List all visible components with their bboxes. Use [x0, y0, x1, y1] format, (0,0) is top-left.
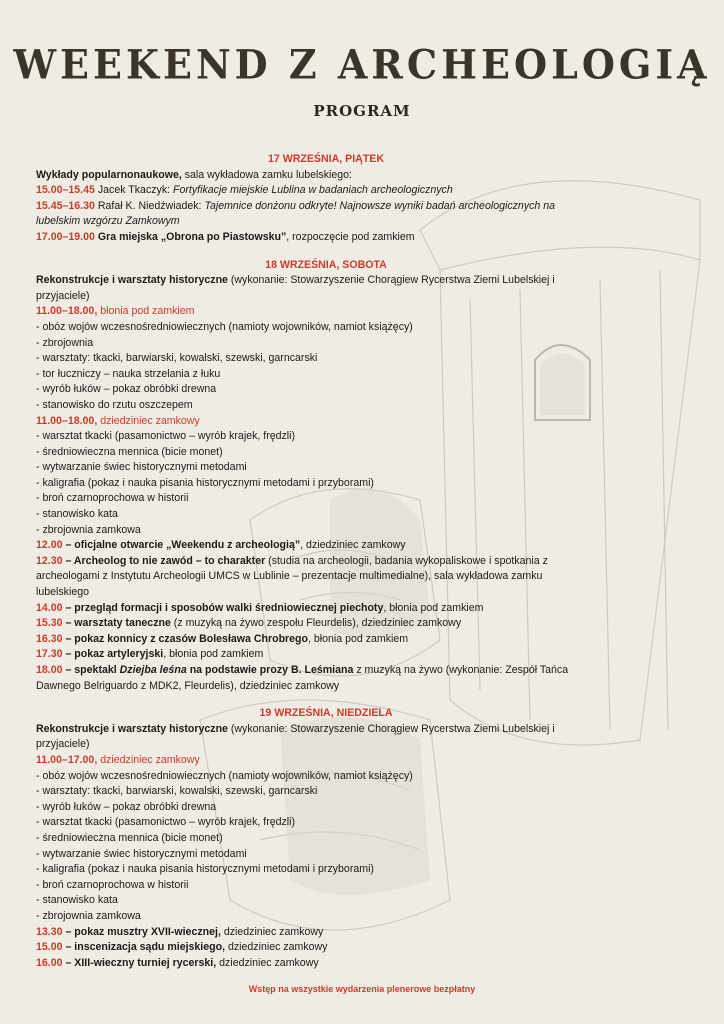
event-item: 13.30 – pokaz musztry XVII-wiecznej, dziedziniec zamkowy [36, 925, 324, 938]
event-item: 14.00 – przegląd formacji i sposobów walki średniowiecznej piechoty, błonia pod zamkiem [36, 601, 484, 614]
list-item: - kaligrafia (pokaz i nauka pisania historycznymi metodami i przyborami) [36, 476, 374, 489]
block3-list [36, 769, 596, 925]
program-content [36, 150, 596, 971]
event-item: 12.00 – oficjalne otwarcie „Weekendu z archeologią”, dziedziniec zamkowy [36, 539, 406, 552]
list-item: - zbrojownia [36, 336, 94, 349]
city-game-item: 17.00–19.00 Gra miejska „Obrona po Piastowsku”, rozpoczęcie pod zamkiem [36, 230, 415, 243]
list-item: - kaligrafia (pokaz i nauka pisania historycznymi metodami i przyborami) [36, 863, 374, 876]
day-heading-sunday: 19 WRZEŚNIA, NIEDZIELA [259, 707, 393, 720]
day-heading-saturday: 18 WRZEŚNIA, SOBOTA [265, 258, 387, 271]
list-item: - średniowieczna mennica (bicie monet) [36, 445, 223, 458]
block-heading: 11.00–18.00, błonia pod zamkiem [36, 305, 195, 318]
list-item: - obóz wojów wczesnośredniowiecznych (namioty wojowników, namiot książęcy) [36, 320, 413, 333]
list-item: - wyrób łuków – pokaz obróbki drewna [36, 800, 217, 813]
block-heading: 11.00–18.00, dziedziniec zamkowy [36, 414, 200, 427]
event-item: 16.00 – XIII-wieczny turniej rycerski, dziedziniec zamkowy [36, 956, 319, 969]
list-item: - średniowieczna mennica (bicie monet) [36, 831, 223, 844]
list-item: - tor łuczniczy – nauka strzelania z łuku [36, 367, 221, 380]
page-subtitle: PROGRAM [313, 102, 411, 120]
list-item: - warsztaty: tkacki, barwiarski, kowalski, szewski, garncarski [36, 352, 318, 365]
day1-intro: Wykłady popularnonaukowe, sala wykładowa zamku lubelskiego: [36, 168, 352, 181]
day2-events [36, 538, 596, 663]
list-item: - stanowisko kata [36, 894, 118, 907]
event-item: 12.30 – Archeolog to nie zawód – to charakter (studia na archeologii, badania wykopaliskowe i spotkania z archeologami z Instytutu Archeologii UMCS w Lublinie – prezentacje multimedialne), sala wykładowa zamku lubelskiego [36, 554, 548, 599]
block2-list [36, 429, 596, 538]
event-item: 18.00 – spektakl Dziejba leśna na podstawie prozy B. Leśmiana z muzyką na żywo (wykonanie: Zespół Tańca Dawnego Belriguardo z MDK2, Fleurdelis), dziedziniec zamkowy [36, 664, 569, 692]
lecture-item: 15.45–16.30 Rafał K. Niedźwiadek: Tajemnice donżonu odkryte! Najnowsze wyniki badań archeologicznych na lubelskim wzgórzu Zamkowym [36, 199, 556, 228]
list-item: - warsztaty: tkacki, barwiarski, kowalski, szewski, garncarski [36, 785, 318, 798]
list-item: - stanowisko do rzutu oszczepem [36, 398, 193, 411]
block-heading: 11.00–17.00, dziedziniec zamkowy [36, 753, 200, 766]
lecture-item: 15.00–15.45 Jacek Tkaczyk: Fortyfikacje miejskie Lublina w badaniach archeologicznych [36, 184, 453, 197]
list-item: - obóz wojów wczesnośredniowiecznych (namioty wojowników, namiot książęcy) [36, 769, 413, 782]
list-item: - warsztat tkacki (pasamonictwo – wyrób krajek, frędzli) [36, 816, 296, 829]
day3-intro: Rekonstrukcje i warsztaty historyczne (wykonanie: Stowarzyszenie Chorągiew Rycerstwa Ziemi Lubelskiej i przyjaciele) [36, 722, 555, 751]
event-item: 17.30 – pokaz artyleryjski, błonia pod zamkiem [36, 648, 264, 661]
list-item: - broń czarnoprochowa w historii [36, 492, 189, 505]
list-item: - stanowisko kata [36, 508, 118, 521]
event-item: 15.30 – warsztaty taneczne (z muzyką na żywo zespołu Fleurdelis), dziedziniec zamkowy [36, 617, 462, 630]
block1-list [36, 320, 596, 414]
day3-events [36, 925, 596, 972]
list-item: - wytwarzanie świec historycznymi metodami [36, 847, 247, 860]
list-item: - wyrób łuków – pokaz obróbki drewna [36, 383, 217, 396]
day2-intro: Rekonstrukcje i warsztaty historyczne (wykonanie: Stowarzyszenie Chorągiew Rycerstwa Ziemi Lubelskiej i przyjaciele) [36, 274, 555, 302]
list-item: - zbrojownia zamkowa [36, 523, 141, 536]
event-item: 16.30 – pokaz konnicy z czasów Bolesława Chrobrego, błonia pod zamkiem [36, 632, 409, 645]
footer-note: Wstęp na wszystkie wydarzenia plenerowe bezpłatny [248, 984, 476, 994]
day-heading-friday: 17 WRZEŚNIA, PIĄTEK [268, 153, 384, 165]
list-item: - broń czarnoprochowa w historii [36, 878, 189, 891]
event-item: 15.00 – inscenizacja sądu miejskiego, dziedziniec zamkowy [36, 941, 328, 954]
list-item: - zbrojownia zamkowa [36, 909, 141, 922]
list-item: - wytwarzanie świec historycznymi metodami [36, 461, 247, 474]
page-title: WEEKEND Z ARCHEOLOGIĄ [13, 40, 711, 89]
list-item: - warsztat tkacki (pasamonictwo – wyrób krajek, frędzli) [36, 430, 296, 443]
